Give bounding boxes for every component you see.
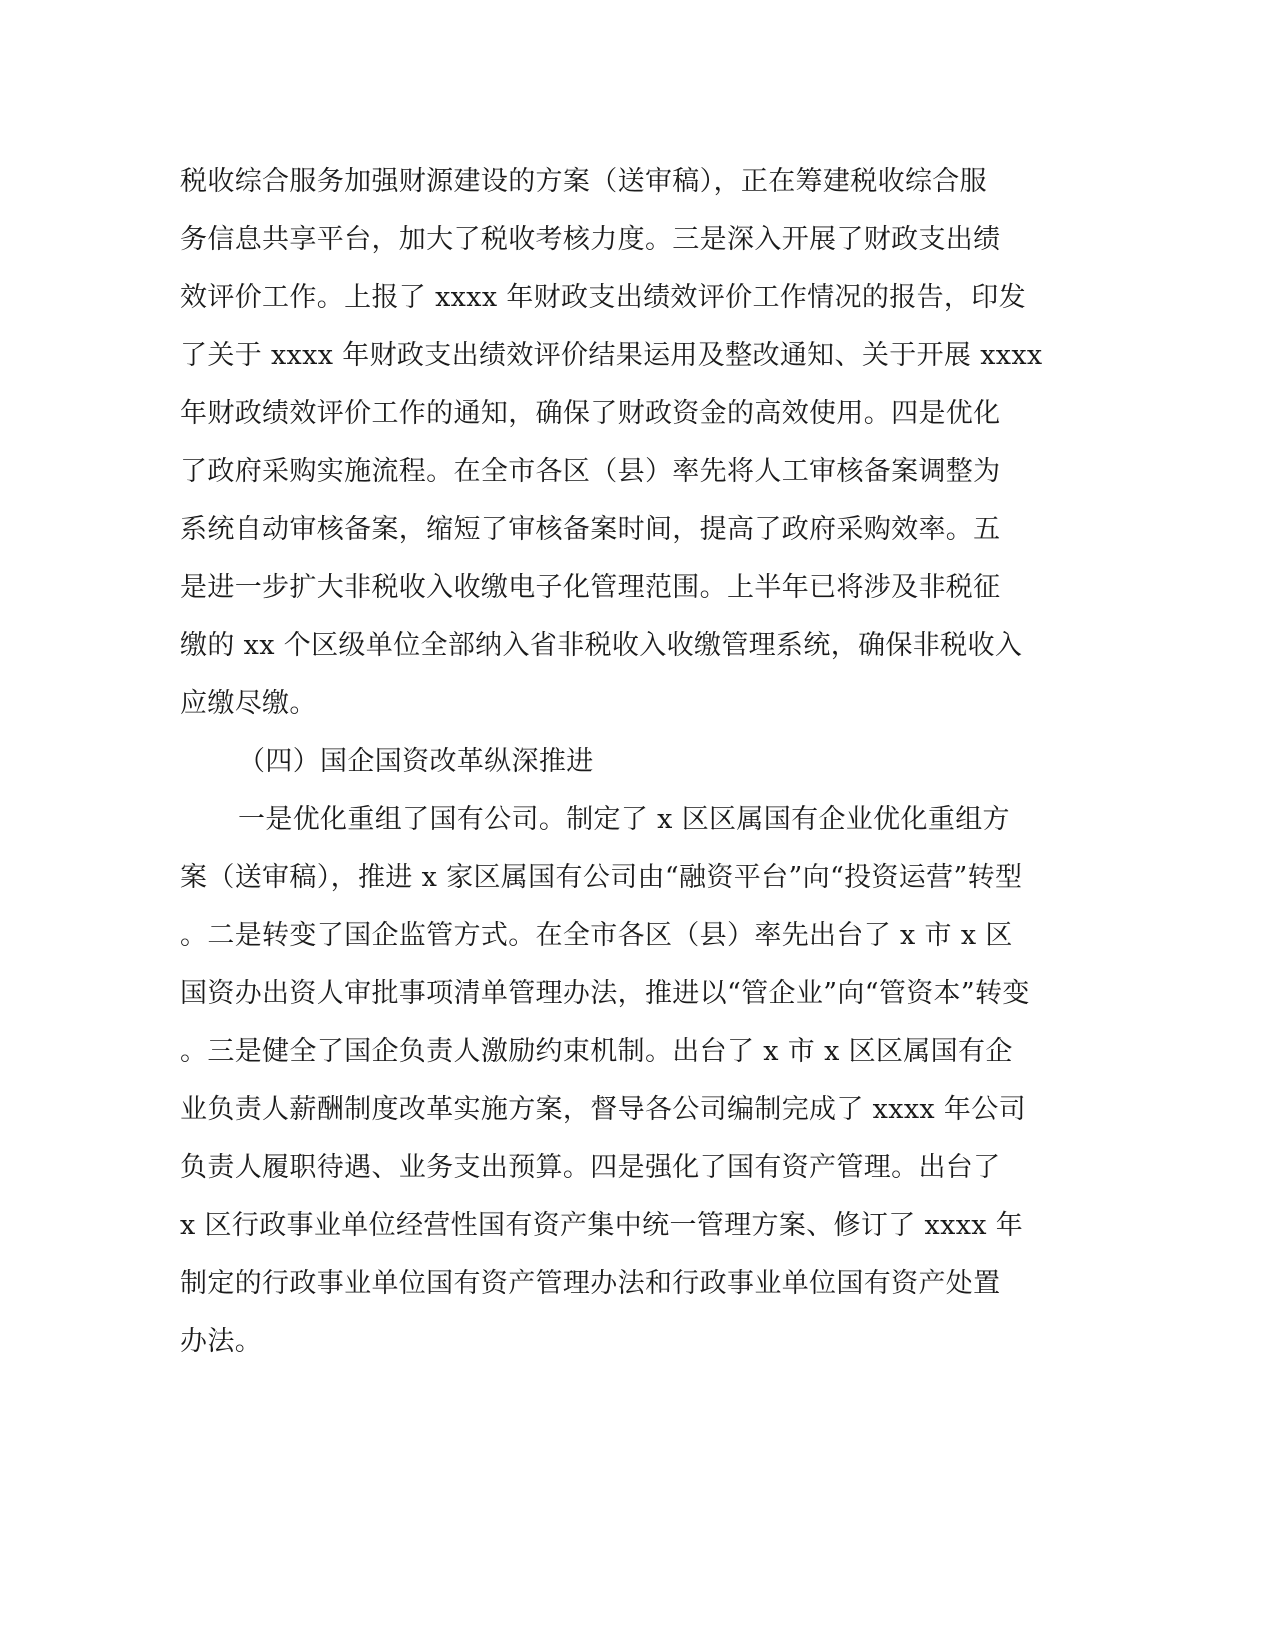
body-text-line: 是进一步扩大非税收入收缴电子化管理范围。上半年已将涉及非税征 <box>180 572 1001 603</box>
body-text-line: 负责人履职待遇、业务支出预算。四是强化了国有资产管理。出台了 <box>180 1152 1001 1183</box>
section-heading: （四）国企国资改革纵深推进 <box>238 746 594 777</box>
body-text-line: 了政府采购实施流程。在全市各区（县）率先将人工审核备案调整为 <box>180 456 1001 487</box>
body-text-line: 缴的 xx 个区级单位全部纳入省非税收入收缴管理系统，确保非税收入 <box>180 630 1023 661</box>
body-text-line: 制定的行政事业单位国有资产管理办法和行政事业单位国有资产处置 <box>180 1268 1001 1299</box>
body-text-line: 一是优化重组了国有公司。制定了 x 区区属国有企业优化重组方 <box>238 804 1010 835</box>
body-text-line: 效评价工作。上报了 xxxx 年财政支出绩效评价工作情况的报告，印发 <box>180 282 1026 313</box>
body-text-line: 年财政绩效评价工作的通知，确保了财政资金的高效使用。四是优化 <box>180 398 1001 429</box>
body-text-line: 税收综合服务加强财源建设的方案（送审稿），正在筹建税收综合服 <box>180 166 987 197</box>
body-text-line: 应缴尽缴。 <box>180 688 317 719</box>
body-text-line: 。二是转变了国企监管方式。在全市各区（县）率先出台了 x 市 x 区 <box>180 920 1013 951</box>
body-text-line: 了关于 xxxx 年财政支出绩效评价结果运用及整改通知、关于开展 xxxx <box>180 340 1043 371</box>
body-text-line: 业负责人薪酬制度改革实施方案，督导各公司编制完成了 xxxx 年公司 <box>180 1094 1026 1125</box>
body-text-line: 系统自动审核备案，缩短了审核备案时间，提高了政府采购效率。五 <box>180 514 1001 545</box>
body-text-line: 务信息共享平台，加大了税收考核力度。三是深入开展了财政支出绩 <box>180 224 1001 255</box>
body-text-line: x 区行政事业单位经营性国有资产集中统一管理方案、修订了 xxxx 年 <box>180 1210 1024 1241</box>
body-text-line: 案（送审稿），推进 x 家区属国有公司由“融资平台”向“投资运营”转型 <box>180 862 1023 893</box>
body-text-line: 。三是健全了国企负责人激励约束机制。出台了 x 市 x 区区属国有企 <box>180 1036 1013 1067</box>
body-text-line: 国资办出资人审批事项清单管理办法，推进以“管企业”向“管资本”转变 <box>180 978 1030 1009</box>
body-text-line: 办法。 <box>180 1326 263 1357</box>
